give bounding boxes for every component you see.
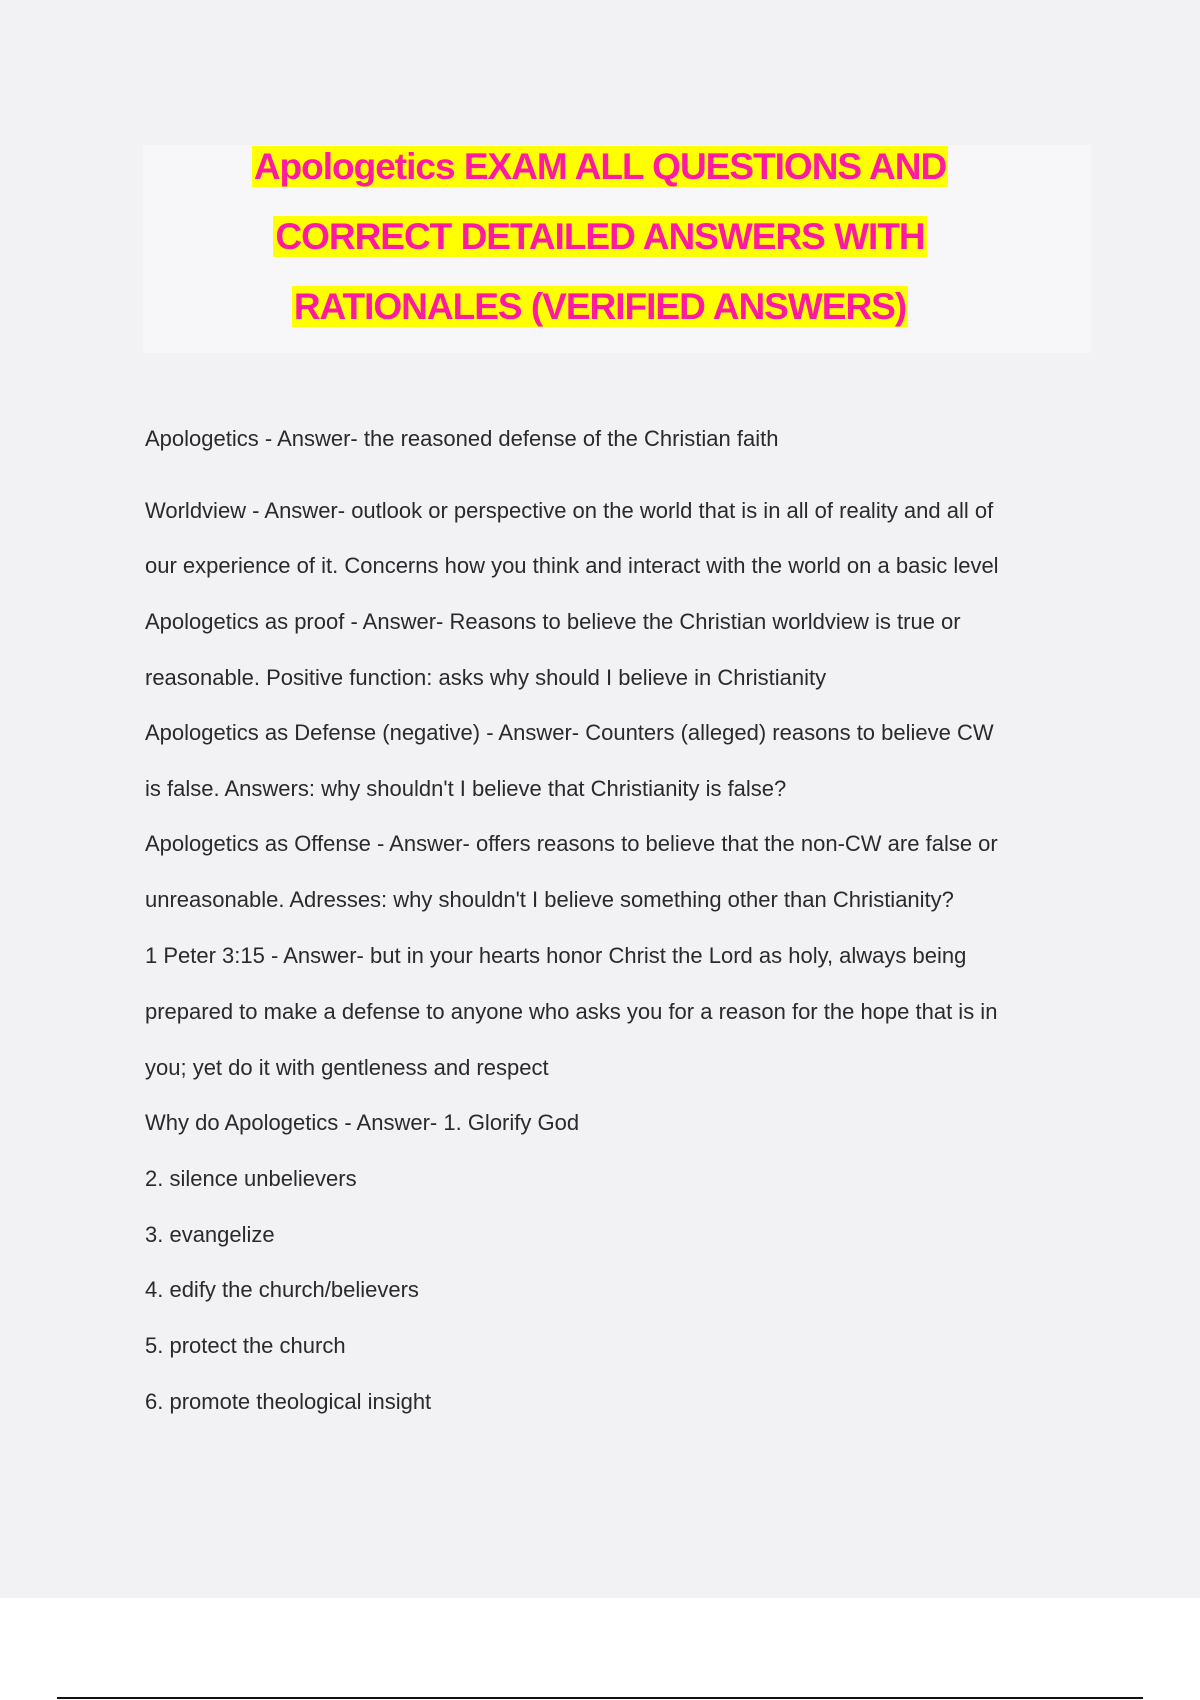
text-line: you; yet do it with gentleness and respect — [145, 1055, 549, 1080]
footer-divider — [57, 1697, 1143, 1699]
title-line-2: CORRECT DETAILED ANSWERS WITH — [275, 216, 925, 257]
text-line: is false. Answers: why shouldn't I believe that Christianity is false? — [145, 776, 787, 801]
text-line: 3. evangelize — [145, 1222, 275, 1247]
text-line: prepared to make a defense to anyone who asks you for a reason for the hope that is in — [145, 999, 998, 1024]
text-line: Apologetics as Defense (negative) - Answer- Counters (alleged) reasons to believe CW — [145, 720, 994, 745]
text-line: 6. promote theological insight — [145, 1389, 432, 1414]
text-line: Why do Apologetics - Answer- 1. Glorify God — [145, 1110, 580, 1135]
text-line: Apologetics as proof - Answer- Reasons to believe the Christian worldview is true or — [145, 609, 961, 634]
title-line-1: Apologetics EXAM ALL QUESTIONS AND — [253, 146, 947, 187]
text-line: 2. silence unbelievers — [145, 1166, 357, 1191]
title-line-3: RATIONALES (VERIFIED ANSWERS) — [293, 286, 907, 327]
text-line: 5. protect the church — [145, 1333, 346, 1358]
text-line: Apologetics - Answer- the reasoned defense of the Christian faith — [145, 426, 779, 451]
text-line: our experience of it. Concerns how you think and interact with the world on a basic level — [145, 553, 999, 578]
text-line: unreasonable. Adresses: why shouldn't I believe something other than Christianity? — [145, 887, 954, 912]
text-line: 1 Peter 3:15 - Answer- but in your hearts honor Christ the Lord as holy, always being — [145, 943, 967, 968]
text-line: 4. edify the church/believers — [145, 1277, 419, 1302]
text-line: Worldview - Answer- outlook or perspective on the world that is in all of reality and all of — [145, 498, 994, 523]
text-line: Apologetics as Offense - Answer- offers reasons to believe that the non-CW are false or — [145, 831, 998, 856]
text-line: reasonable. Positive function: asks why should I believe in Christianity — [145, 665, 827, 690]
